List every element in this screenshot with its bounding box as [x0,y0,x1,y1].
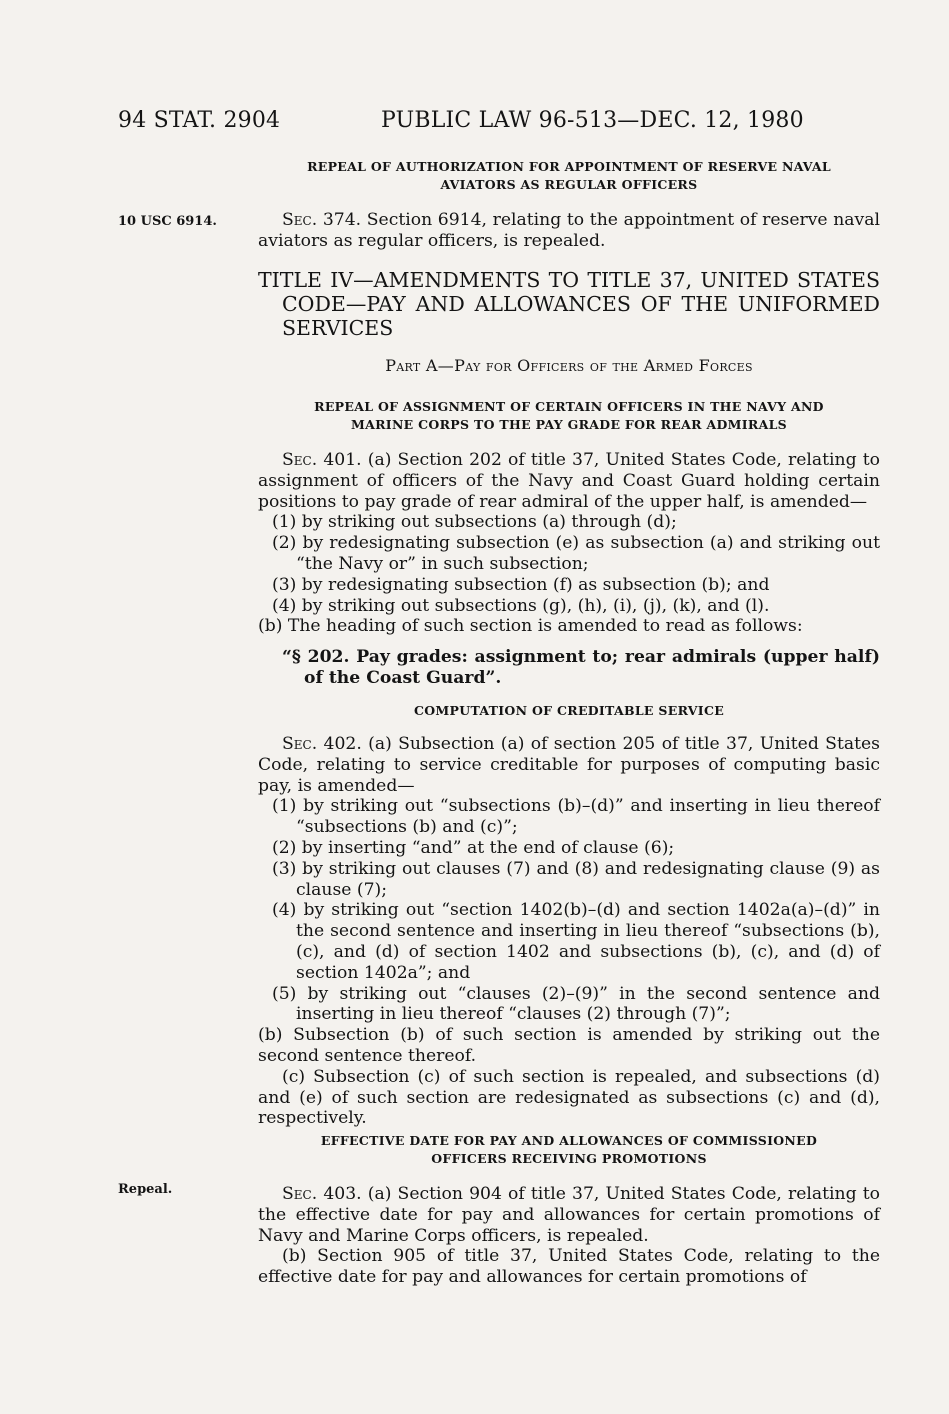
heading-line: AVIATORS AS REGULAR OFFICERS [440,177,698,192]
section-paragraph [258,450,880,512]
heading-line: OFFICERS RECEIVING PROMOTIONS [431,1151,707,1166]
section-text: 374. Section 6914, relating to the appointment of reserve naval aviators as regular officers, is repealed. [258,210,880,251]
sec-label: Sec. [282,450,318,470]
clause: (1) by striking out “subsections (b)–(d)” and inserting in lieu thereof “subsections (b) and (c)”; [272,796,880,838]
heading-line: EFFECTIVE DATE FOR PAY AND ALLOWANCES OF COMMISSIONED [320,1133,818,1148]
section-402-heading [258,702,880,720]
clause: (4) by striking out subsections (g), (h), (i), (j), (k), and (l). [272,595,770,616]
section-paragraph [258,734,880,796]
section-text: 403. (a) Section 904 of title 37, United States Code, relating to the effective date for pay and allowances for certain promotions of Navy and Marine Corps officers, is repealed. [258,1184,881,1246]
heading-line: COMPUTATION OF CREDITABLE SERVICE [413,703,725,718]
section-402 [258,734,880,1129]
part-a-heading: Part A—Pay for Officers of the Armed Forces [385,356,753,375]
section-374 [258,210,880,252]
section-374-heading [258,158,880,194]
clause: (3) by redesignating subsection (f) as subsection (b); and [272,574,770,595]
public-law-header: PUBLIC LAW 96-513—DEC. 12, 1980 [381,108,804,133]
clause: (1) by striking out subsections (a) through (d); [272,512,677,533]
sec-label: Sec. [282,734,318,754]
section-403-heading [258,1132,880,1168]
heading-line: MARINE CORPS TO THE PAY GRADE FOR REAR ADMIRALS [350,417,788,432]
margin-note-repeal: Repeal. [118,1182,173,1197]
subsection: (b) Section 905 of title 37, United States Code, relating to the effective date for pay and allowances for certain promotions of [258,1246,880,1288]
section-paragraph [258,1184,880,1246]
heading-line: REPEAL OF AUTHORIZATION FOR APPOINTMENT OF RESERVE NAVAL [307,159,831,174]
subsection: (b) Subsection (b) of such section is amended by striking out the second sentence thereof. [258,1025,880,1066]
clause: (2) by inserting “and” at the end of clause (6); [272,837,675,858]
amended-heading-quote: “§ 202. Pay grades: assignment to; rear admirals (upper half) of the Coast Guard”. [282,647,880,688]
title-iv-block [258,268,880,340]
section-401-heading [258,398,880,434]
section-401 [258,450,880,689]
title-iv-heading: TITLE IV—AMENDMENTS TO TITLE 37, UNITED STATES CODE—PAY AND ALLOWANCES OF THE UNIFORMED SERVICES [258,268,880,340]
subsection: (b) The heading of such section is amended to read as follows: [258,616,803,637]
clause: (2) by redesignating subsection (e) as subsection (a) and striking out “the Navy or” in such subsection; [272,533,880,574]
sec-label: Sec. [282,210,318,230]
clause: (4) by striking out “section 1402(b)–(d) and section 1402a(a)–(d)” in the second sentence and inserting in lieu thereof “subsections (b), (c), and (d) of section 1402 and subsections (b), (c), and (d) of section 1402a”; and [272,900,880,983]
subsection: (c) Subsection (c) of such section is repealed, and subsections (d) and (e) of such section are redesignated as subsections (c) and (d), respectively. [258,1066,880,1129]
part-a-block [258,356,880,375]
section-text: 401. (a) Section 202 of title 37, United States Code, relating to assignment of officers of the Navy and Coast Guard holding certain positions to pay grade of rear admiral of the upper half, is amended— [258,450,881,512]
section-403 [258,1184,880,1288]
section-text: 402. (a) Subsection (a) of section 205 of title 37, United States Code, relating to service creditable for purposes of computing basic pay, is amended— [258,734,881,796]
section-paragraph [258,210,880,252]
heading-line: REPEAL OF ASSIGNMENT OF CERTAIN OFFICERS IN THE NAVY AND [314,399,824,414]
sec-label: Sec. [282,1184,318,1204]
margin-note-usc: 10 USC 6914. [118,214,217,229]
stat-page-number: 94 STAT. 2904 [118,108,281,133]
clause: (5) by striking out “clauses (2)–(9)” in the second sentence and inserting in lieu thereof “clauses (2) through (7)”; [272,983,880,1025]
clause: (3) by striking out clauses (7) and (8) and redesignating clause (9) as clause (7); [272,858,880,900]
